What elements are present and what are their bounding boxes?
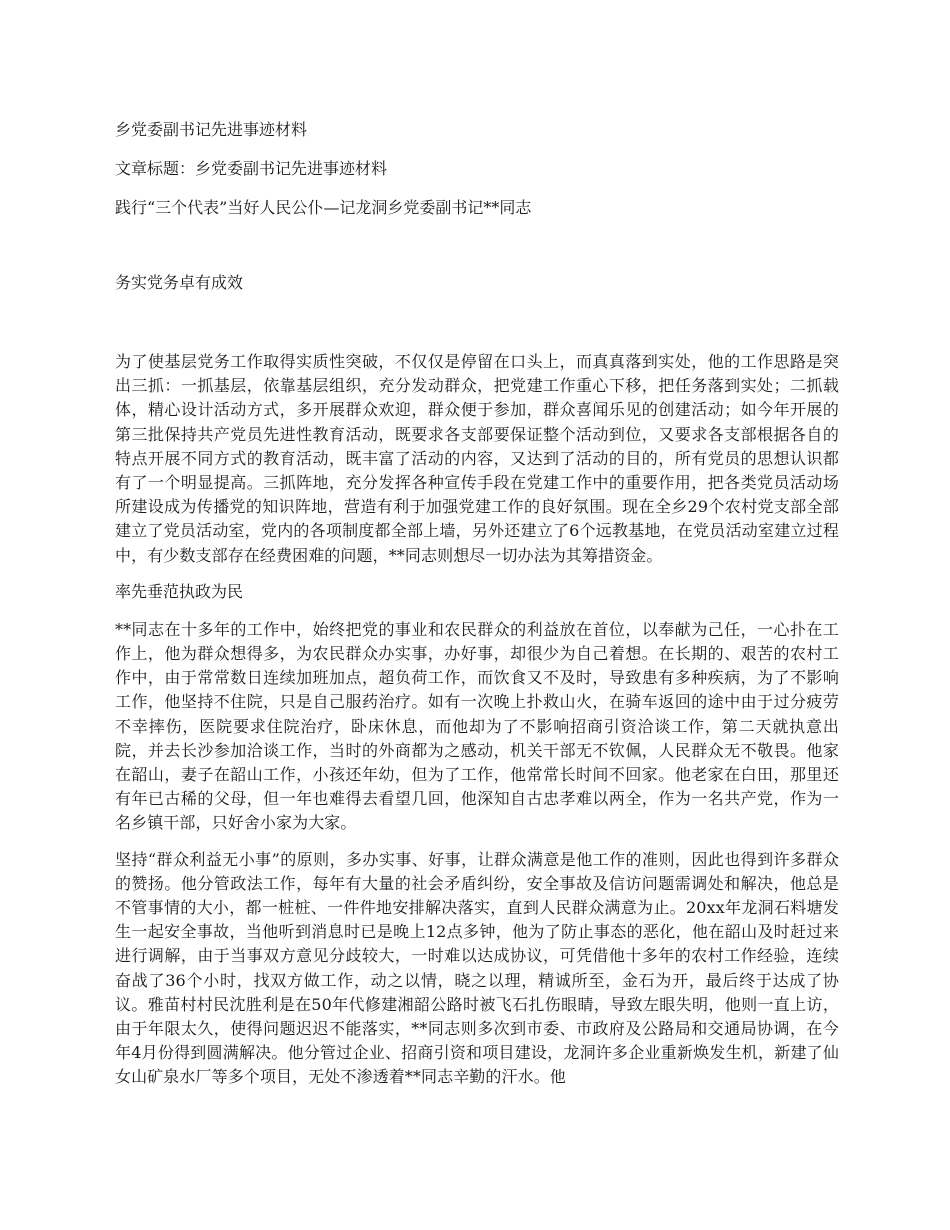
document-title: 乡党委副书记先进事迹材料	[115, 120, 308, 139]
article-title: 文章标题：乡党委副书记先进事迹材料	[115, 159, 388, 178]
article-subtitle: 践行“三个代表”当好人民公仆—记龙洞乡党委副书记**同志	[115, 198, 532, 217]
paragraph-2: **同志在十多年的工作中，始终把党的事业和农民群众的利益放在首位，以奉献为己任，一心扑在工作上，他为群众想得多，为农民群众办实事，办好事，却很少为自己着想。在长期的、艰苦的农村工作中，由于常常数日连续加班加点，超负荷工作，而饮食又不及时，导致患有多种疾病，为了不影响工作，他坚持不住院，只是自己服药治疗。如有一次晚上扑救山火，在骑车返回的途中由于过分疲劳不幸摔伤，医院要求住院治疗，卧床休息，而他却为了不影响招商引资洽谈工作，第二天就执意出院，并去长沙参加洽谈工作，当时的外商都为之感动，机关干部无不钦佩，人民群众无不敬畏。他家在韶山，妻子在韶山工作，小孩还年幼，但为了工作，他常常长时间不回家。他老家在白田，那里还有年已古稀的父母，但一年也难得去看望几回，他深知自古忠孝难以两全，作为一名共产党，作为一名乡镇干部，只好舍小家为大家。	[115, 619, 839, 833]
document-page	[115, 118, 839, 1090]
paragraph-3: 坚持“群众利益无小事”的原则，多办实事、好事，让群众满意是他工作的准则，因此也得到许多群众的赞扬。他分管政法工作，每年有大量的社会矛盾纠纷，安全事故及信访问题需调处和解决，他总是不管事情的大小，都一桩桩、一件件地安排解决落实，直到人民群众满意为止。20xx年龙洞石料塘发生一起安全事故，当他听到消息时已是晚上12点多钟，他为了防止事态的恶化，他在韶山及时赶过来进行调解，由于当事双方意见分歧较大，一时难以达成协议，可凭借他十多年的农村工作经验，连续奋战了36个小时，找双方做工作，动之以情，晓之以理，精诚所至，金石为开，最后终于达成了协议。雅苗村村民沈胜利是在50年代修建湘韶公路时被飞石扎伤眼睛，导致左眼失明，他则一直上访，由于年限太久，使得问题迟迟不能落实，**同志则多次到市委、市政府及公路局和交通局协调，在今年4月份得到圆满解决。他分管过企业、招商引资和项目建设，龙洞许多企业重新焕发生机，新建了仙女山矿泉水厂等多个项目，无处不渗透着**同志辛勤的汗水。他	[115, 849, 839, 1087]
section-heading-2: 率先垂范执政为民	[115, 581, 244, 601]
section-heading-1: 务实党务卓有成效	[115, 273, 244, 292]
paragraph-1: 为了使基层党务工作取得实质性突破，不仅仅是停留在口头上，而真真落到实处，他的工作思路是突出三抓：一抓基层，依靠基层组织，充分发动群众，把党建工作重心下移，把任务落到实处；二抓载体，精心设计活动方式，多开展群众欢迎，群众便于参加，群众喜闻乐见的创建活动；如今年开展的第三批保持共产党员先进性教育活动，既要求各支部要保证整个活动到位，又要求各支部根据各自的特点开展不同方式的教育活动，既丰富了活动的内容，又达到了活动的目的，所有党员的思想认识都有了一个明显提高。三抓阵地，充分发挥各种宣传手段在党建工作中的重要作用，把各类党员活动场所建设成为传播党的知识阵地，营造有利于加强党建工作的良好氛围。现在全乡29个农村党支部全部建立了党员活动室，党内的各项制度都全部上墙，另外还建立了6个远教基地，在党员活动室建立过程中，有少数支部存在经费困难的问题，**同志则想尽一切办法为其筹措资金。	[115, 352, 839, 565]
